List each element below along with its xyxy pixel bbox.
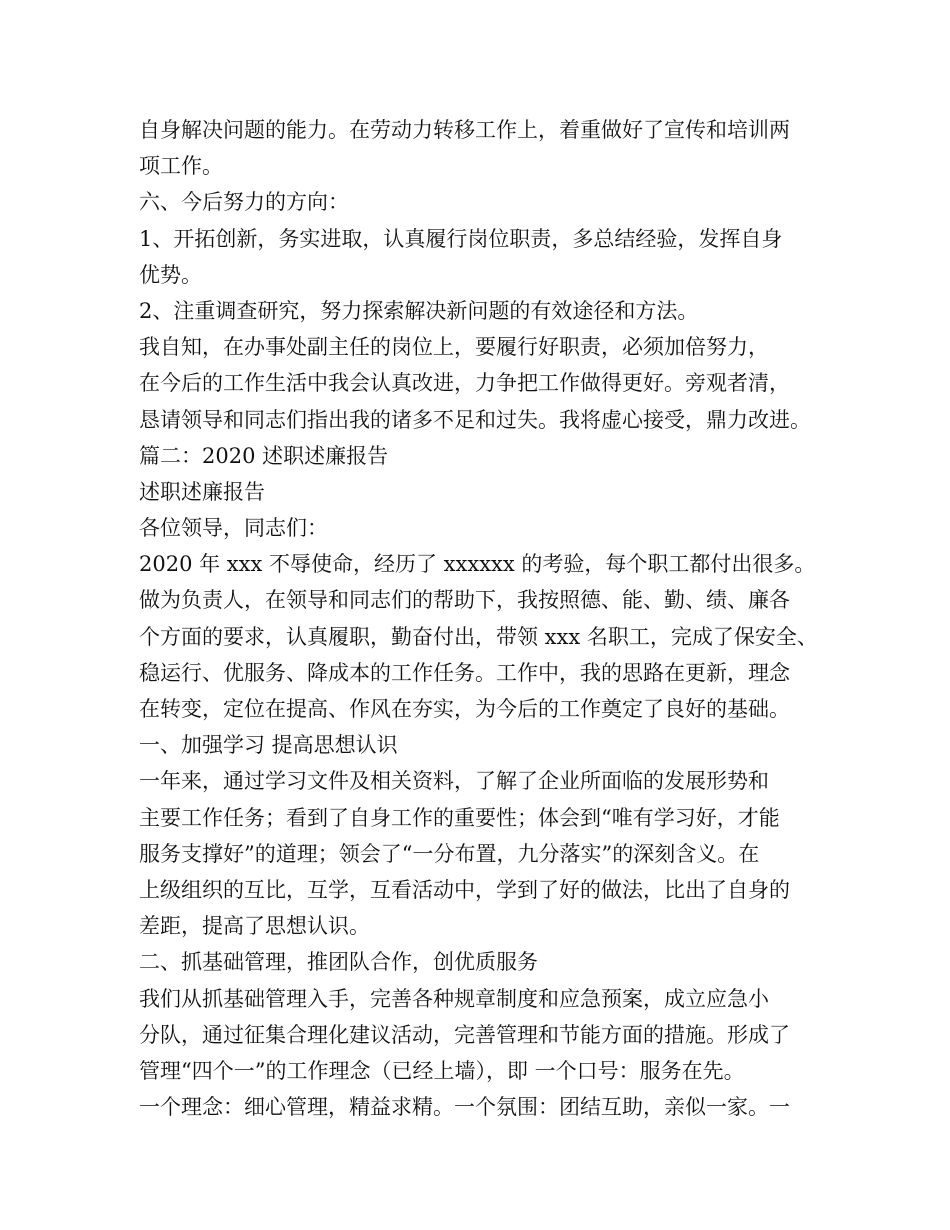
text-line: 管理“四个一”的工作理念（已经上墙），即 一个口号：服务在先。	[139, 1058, 745, 1083]
text-line: 我自知，在办事处副主任的岗位上，要履行好职责，必须加倍努力，	[139, 335, 769, 360]
text-line: 稳运行、优服务、降成本的工作任务。工作中，我的思路在更新，理念	[139, 660, 790, 685]
text-line: 2020 年 xxx 不辱使命，经历了 xxxxxx 的考验，每个职工都付出很多。	[139, 552, 816, 577]
text-line: 优势。	[139, 262, 202, 287]
text-line: 个方面的要求，认真履职，勤奋付出，带领 xxx 名职工，完成了保安全、	[139, 624, 818, 649]
section-heading: 二、抓基础管理，推团队合作，创优质服务	[139, 950, 538, 975]
text-line: 服务支撑好”的道理；领会了“一分布置，九分落实”的深刻含义。在	[139, 841, 760, 866]
text-line: 做为负责人，在领导和同志们的帮助下，我按照德、能、勤、绩、廉各	[139, 588, 790, 613]
text-line: 我们从抓基础管理入手，完善各种规章制度和应急预案，成立应急小	[139, 986, 769, 1011]
salutation: 各位领导，同志们：	[139, 516, 328, 541]
text-line: 差距，提高了思想认识。	[139, 914, 370, 939]
text-line: 分队，通过征集合理化建议活动，完善管理和节能方面的措施。形成了	[139, 1022, 790, 1047]
text-line: 一年来，通过学习文件及相关资料，了解了企业所面临的发展形势和	[139, 769, 769, 794]
text-line: 主要工作任务；看到了自身工作的重要性；体会到“唯有学习好，才能	[139, 805, 780, 830]
chapter-heading: 篇二：2020 述职述廉报告	[139, 443, 389, 468]
text-line: 项工作。	[139, 154, 223, 179]
text-line: 1、开拓创新，务实进取，认真履行岗位职责，多总结经验，发挥自身	[139, 226, 783, 251]
text-line: 在今后的工作生活中我会认真改进，力争把工作做得更好。旁观者清，	[139, 371, 790, 396]
section-heading: 一、加强学习 提高思想认识	[139, 733, 398, 758]
report-title: 述职述廉报告	[139, 479, 265, 504]
text-line: 2、注重调查研究，努力探索解决新问题的有效途径和方法。	[139, 298, 699, 323]
text-line: 上级组织的互比，互学，互看活动中，学到了好的做法，比出了自身的	[139, 877, 790, 902]
text-line: 在转变，定位在提高、作风在夯实，为今后的工作奠定了良好的基础。	[139, 697, 790, 721]
section-heading: 六、今后努力的方向：	[139, 190, 349, 215]
body-text	[139, 112, 839, 1125]
text-line: 自身解决问题的能力。在劳动力转移工作上，着重做好了宣传和培训两	[139, 118, 790, 142]
text-line: 一个理念：细心管理，精益求精。一个氛围：团结互助，亲似一家。一	[139, 1095, 790, 1120]
text-line: 恳请领导和同志们指出我的诸多不足和过失。我将虚心接受，鼎力改进。	[139, 407, 811, 432]
